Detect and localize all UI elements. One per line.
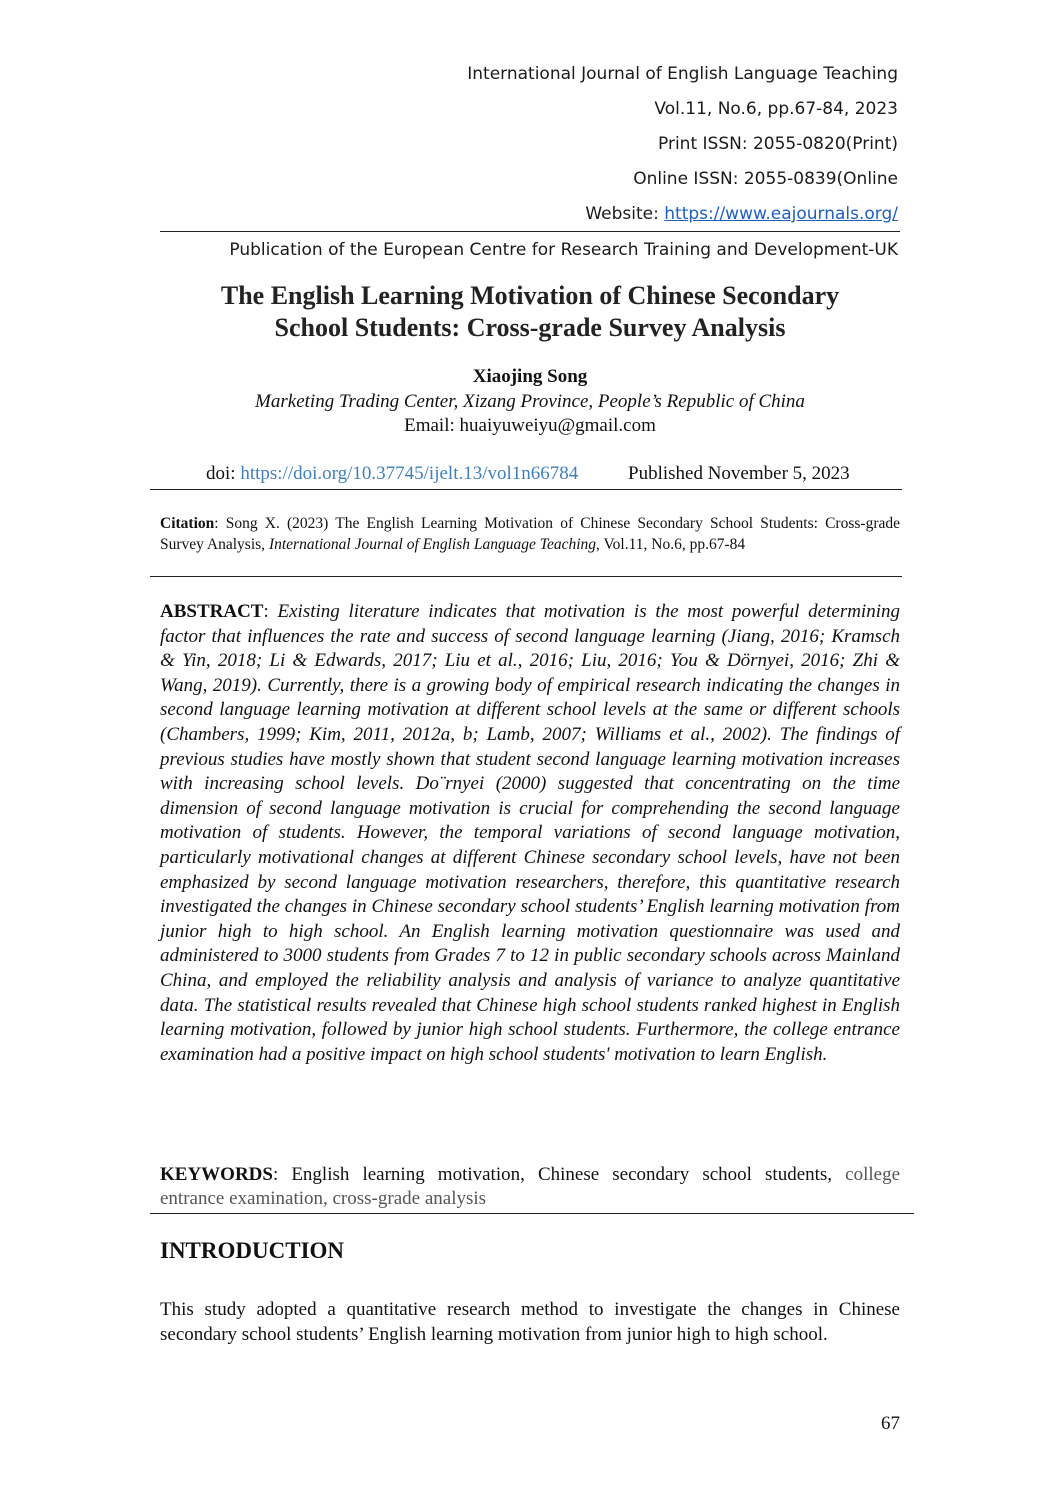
citation-text-b: , Vol.11, No.6, pp.67-84 <box>596 536 746 553</box>
title-line-2: School Students: Cross-grade Survey Analysis <box>274 313 786 342</box>
doi-line <box>206 463 578 485</box>
doi-divider <box>150 489 902 490</box>
citation-block <box>160 513 900 555</box>
doi-link[interactable]: https://doi.org/10.37745/ijelt.13/vol1n66784 <box>240 463 579 484</box>
citation-journal: International Journal of English Language Teaching <box>268 536 597 553</box>
website-link[interactable]: https://www.eajournals.org/ <box>664 204 898 224</box>
keywords-text-a: : English learning motivation, Chinese secondary school students, <box>272 1164 846 1185</box>
page-number: 67 <box>881 1413 900 1434</box>
title-line-1: The English Learning Motivation of Chinese Secondary <box>220 281 840 310</box>
header-divider <box>160 231 900 232</box>
abstract-text: Existing literature indicates that motivation is the most powerful determining factor that influences the rate and success of second language learning (Jiang, 2016; Kramsch & Yin, 2018; Li & Edwards, 2017; Liu et al., 2016; Liu, 2016; You & Dörnyei, 2016; Zhi & Wang, 2019). Currently, there is a growing body of empirical research indicating the changes in second language learning motivation at different school levels at the same or different schools (Chambers, 1999; Kim, 2011, 2012a, b; Lamb, 2007; Williams et al., 2002). The findings of previous studies have mostly shown that student second language learning motivation increases with increasing school levels. Do¨rnyei (2000) suggested that concentrating on the time dimension of second language motivation is crucial for comprehending the second language motivation of students. However, the temporal variations of second language motivation, particularly motivational changes at different Chinese secondary school levels, have not been emphasized by second language motivation researchers, therefore, this quantitative research investigated the changes in Chinese secondary school students’ English learning motivation from junior high to high school. An English learning motivation questionnaire was used and administered to 3000 students from Grades 7 to 12 in public secondary schools across Mainland China, and employed the reliability analysis and analysis of variance to analyze quantitative data. The statistical results revealed that Chinese high school students ranked highest in English learning motivation, followed by junior high school students. Furthermore, the college entrance examination had a positive impact on high school students' motivation to learn English. <box>160 601 900 1065</box>
published-date: Published November 5, 2023 <box>628 463 850 484</box>
print-issn: Print ISSN: 2055-0820(Print) <box>658 134 898 154</box>
keywords-block <box>160 1163 900 1211</box>
volume-info: Vol.11, No.6, pp.67-84, 2023 <box>654 99 898 119</box>
author-name: Xiaojing Song <box>472 366 588 387</box>
website-line <box>585 204 898 224</box>
introduction-heading: INTRODUCTION <box>160 1238 345 1263</box>
abstract-separator: : <box>263 601 278 622</box>
keywords-divider <box>150 1213 914 1214</box>
keywords-text-b: college entrance examination, cross-grade analysis <box>160 1164 900 1209</box>
article-title <box>160 280 900 344</box>
doi-label: doi: <box>206 463 241 484</box>
author-affiliation: Marketing Trading Center, Xizang Province, People’s Republic of China <box>255 391 805 412</box>
website-label: Website: <box>585 204 665 224</box>
citation-divider <box>150 576 902 577</box>
abstract-label: ABSTRACT <box>160 601 264 622</box>
citation-label: Citation <box>160 515 215 532</box>
keywords-label: KEYWORDS <box>160 1164 273 1185</box>
citation-text-a: : Song X. (2023) The English Learning Motivation of Chinese Secondary School Students: Cross-grade Survey Analysis, <box>160 515 900 553</box>
journal-name: International Journal of English Language Teaching <box>467 64 898 84</box>
online-issn: Online ISSN: 2055-0839(Online <box>633 169 898 189</box>
author-email: Email: huaiyuweiyu@gmail.com <box>404 415 656 436</box>
abstract-block <box>160 600 900 1067</box>
introduction-paragraph: This study adopted a quantitative research method to investigate the changes in Chinese secondary school students’ English learning motivation from junior high to high school. <box>160 1299 900 1345</box>
publisher-line: Publication of the European Centre for Research Training and Development-UK <box>229 240 898 260</box>
